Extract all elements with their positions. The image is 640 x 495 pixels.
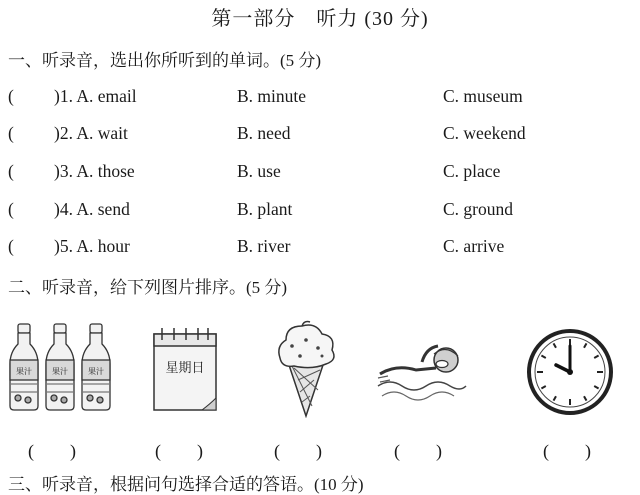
option-c: C. place	[443, 161, 501, 181]
option-a: )5. A. hour	[54, 236, 130, 256]
answer-paren: (	[8, 236, 14, 256]
section-2-heading: 二、听录音，给下列图片排序。(5 分)	[8, 278, 288, 297]
clock-icon	[526, 328, 614, 416]
option-b: B. use	[237, 161, 281, 181]
order-blank[interactable]: ( )	[543, 441, 591, 461]
swimmer-icon	[376, 334, 468, 408]
answer-paren: (	[8, 199, 14, 219]
juice-label: 果汁	[88, 367, 104, 376]
option-b: B. river	[237, 236, 291, 256]
page-title: 第一部分 听力 (30 分)	[211, 8, 429, 30]
answer-paren: (	[8, 161, 14, 181]
option-b: B. plant	[237, 199, 293, 219]
calendar-label: 星期日	[165, 361, 205, 376]
answer-paren: (	[8, 123, 14, 143]
juice-bottles-icon	[8, 322, 112, 412]
order-blank[interactable]: ( )	[155, 441, 203, 461]
option-a: )1. A. email	[54, 86, 137, 106]
section-3-heading: 三、听录音，根据问句选择合适的答语。(10 分)	[8, 475, 364, 494]
juice-label: 果汁	[16, 367, 32, 376]
option-c: C. museum	[443, 86, 523, 106]
option-a: )3. A. those	[54, 161, 135, 181]
option-c: C. arrive	[443, 236, 505, 256]
calendar-icon	[150, 324, 220, 416]
option-c: C. ground	[443, 199, 513, 219]
juice-label: 果汁	[52, 367, 68, 376]
order-blank[interactable]: ( )	[274, 441, 322, 461]
order-blank[interactable]: ( )	[394, 441, 442, 461]
option-a: )4. A. send	[54, 199, 130, 219]
answer-paren: (	[8, 86, 14, 106]
option-c: C. weekend	[443, 123, 526, 143]
section-1-heading: 一、听录音，选出你所听到的单词。(5 分)	[8, 51, 322, 70]
ice-cream-icon	[272, 318, 342, 418]
option-b: B. minute	[237, 86, 307, 106]
order-blank[interactable]: ( )	[28, 441, 76, 461]
option-b: B. need	[237, 123, 291, 143]
option-a: )2. A. wait	[54, 123, 128, 143]
